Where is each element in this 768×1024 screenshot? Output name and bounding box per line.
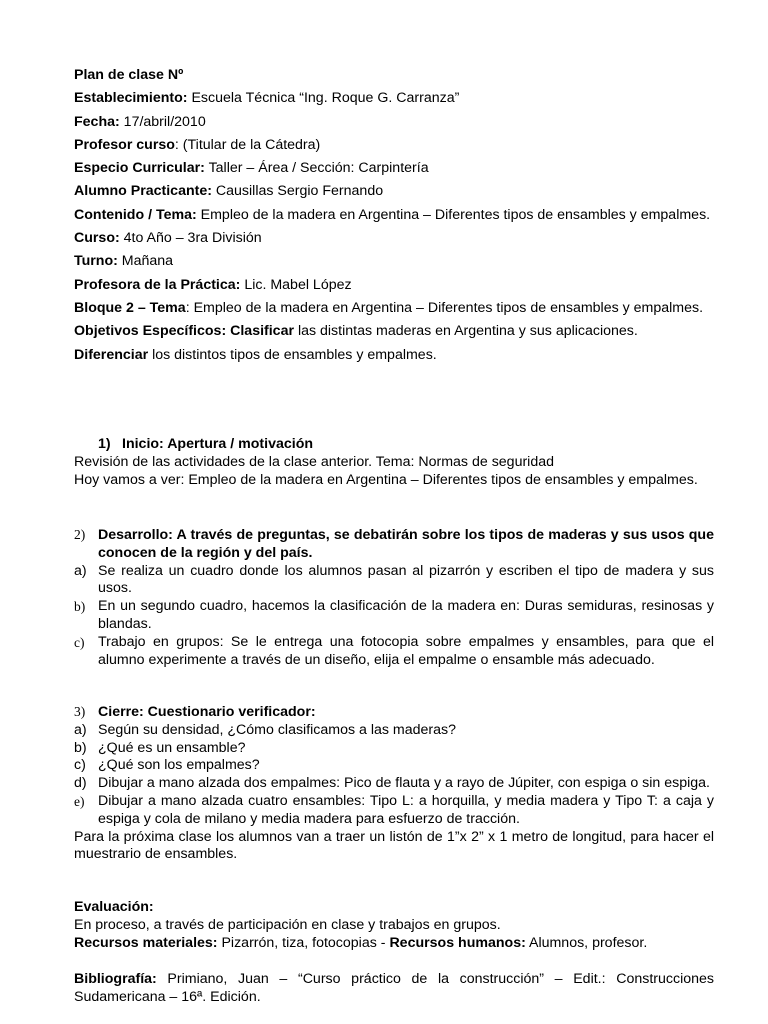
alumno-value: Causillas Sergio Fernando bbox=[211, 183, 384, 200]
inicio-title-text: Inicio: Apertura / motivación bbox=[122, 436, 314, 452]
profesora-line bbox=[74, 274, 714, 297]
list-marker: c) bbox=[74, 634, 85, 650]
bibliografia-value: Primiano, Juan – “Curso práctico de la construcción” – Edit.: Construcciones Sudamericana – 16ª. Edición. bbox=[74, 971, 714, 1005]
bloque-value: : Empleo de la madera en Argentina – Diferentes tipos de ensambles y empalmes. bbox=[185, 299, 704, 316]
establecimiento-value: Escuela Técnica “Ing. Roque G. Carranza” bbox=[187, 90, 460, 107]
establecimiento-line bbox=[74, 87, 714, 110]
list-item-text: ¿Qué son los empalmes? bbox=[98, 757, 260, 774]
curso-value: 4to Año – 3ra División bbox=[119, 230, 262, 247]
evaluacion-title: Evaluación: bbox=[74, 899, 154, 915]
evaluacion-section bbox=[74, 899, 714, 952]
profesor-line bbox=[74, 134, 714, 157]
recursos-line bbox=[74, 935, 714, 953]
turno-label: Turno: bbox=[74, 253, 118, 270]
profesor-value: : (Titular de la Cátedra) bbox=[174, 136, 321, 153]
list-marker: e) bbox=[74, 793, 85, 809]
especio-label: Especio Curricular: bbox=[74, 160, 205, 177]
diferenciar-value: los distintos tipos de ensambles y empalmes. bbox=[148, 346, 437, 363]
list-item-text: En un segundo cuadro, hacemos la clasificación de la madera en: Duras semiduras, resinosas y blandas. bbox=[98, 598, 714, 632]
lesson-header bbox=[74, 64, 714, 367]
recursos-materiales-label: Recursos materiales: bbox=[74, 934, 218, 951]
list-item bbox=[74, 793, 714, 829]
objetivos-line bbox=[74, 320, 714, 343]
recursos-humanos-label: Recursos humanos: bbox=[389, 934, 526, 951]
turno-value: Mañana bbox=[117, 253, 174, 270]
list-item-text: ¿Qué es un ensamble? bbox=[98, 739, 246, 756]
cierre-closing: Para la próxima clase los alumnos van a traer un listón de 1”x 2” x 1 metro de longitud, para hacer el muestrario de ensambles. bbox=[74, 828, 714, 863]
especio-value: Taller – Área / Sección: Carpintería bbox=[204, 160, 429, 177]
list-marker: b) bbox=[74, 739, 87, 756]
bloque-line bbox=[74, 297, 714, 320]
cierre-list bbox=[74, 722, 714, 829]
bibliografia-line bbox=[74, 971, 714, 1007]
fecha-line bbox=[74, 111, 714, 134]
objetivos-label: Objetivos Específicos: Clasificar bbox=[74, 323, 294, 340]
fecha-value: 17/abril/2010 bbox=[119, 113, 206, 130]
contenido-label: Contenido / Tema: bbox=[74, 206, 197, 223]
list-item bbox=[74, 722, 714, 740]
evaluacion-text: En proceso, a través de participación en clase y trabajos en grupos. bbox=[74, 916, 501, 933]
list-item-text: Dibujar a mano alzada dos empalmes: Pico de flauta y a rayo de Júpiter, con espiga o sin espiga. bbox=[98, 775, 710, 792]
list-item bbox=[74, 775, 714, 793]
profesor-label: Profesor curso bbox=[74, 136, 175, 153]
desarrollo-number: 2) bbox=[74, 527, 86, 542]
curso-line bbox=[74, 227, 714, 250]
fecha-label: Fecha: bbox=[74, 113, 120, 130]
plan-label: Plan de clase Nº bbox=[74, 67, 184, 83]
bloque-label: Bloque 2 – Tema bbox=[74, 299, 186, 316]
list-item bbox=[74, 563, 714, 599]
diferenciar-line bbox=[74, 344, 714, 367]
cierre-title-text: Cierre: Cuestionario verificador: bbox=[98, 704, 316, 720]
profesora-label: Profesora de la Práctica: bbox=[74, 276, 241, 293]
desarrollo-title-text: Desarrollo: A través de preguntas, se debatirán sobre los tipos de maderas y sus usos que conocen de la región y del país. bbox=[98, 527, 714, 561]
inicio-line-2: Hoy vamos a ver: Empleo de la madera en Argentina – Diferentes tipos de ensambles y empalmes. bbox=[74, 471, 698, 488]
desarrollo-list bbox=[74, 563, 714, 670]
list-item-text: Dibujar a mano alzada cuatro ensambles: Tipo L: a horquilla, y media madera y Tipo T: a caja y espiga y cola de milano y media madera para esfuerzo de tracción. bbox=[98, 792, 714, 827]
turno-line bbox=[74, 250, 714, 273]
list-item bbox=[74, 757, 714, 775]
cierre-section bbox=[74, 703, 714, 864]
recursos-humanos-value: Alumnos, profesor. bbox=[525, 934, 648, 951]
desarrollo-section bbox=[74, 526, 714, 669]
list-marker: c) bbox=[74, 757, 86, 774]
list-item-text: Se realiza un cuadro donde los alumnos pasan al pizarrón y escriben el tipo de madera y sus usos. bbox=[98, 562, 714, 597]
cierre-title bbox=[74, 703, 714, 722]
profesora-value: Lic. Mabel López bbox=[240, 276, 352, 293]
cierre-number: 3) bbox=[74, 704, 86, 719]
alumno-line bbox=[74, 180, 714, 203]
inicio-line-1: Revisión de las actividades de la clase anterior. Tema: Normas de seguridad bbox=[74, 453, 555, 470]
objetivos-value: las distintas maderas en Argentina y sus aplicaciones. bbox=[294, 323, 638, 340]
list-marker: d) bbox=[74, 775, 87, 792]
plan-line bbox=[74, 64, 714, 87]
list-item bbox=[74, 634, 714, 670]
list-item-text: Trabajo en grupos: Se le entrega una fotocopia sobre empalmes y ensambles, para que el alumno experimente a través de un diseño, elija el empalme o ensamble más adecuado. bbox=[98, 633, 714, 668]
alumno-label: Alumno Practicante: bbox=[74, 183, 212, 200]
bibliografia-label: Bibliografía: bbox=[74, 971, 157, 987]
bibliografia-section bbox=[74, 971, 714, 1007]
desarrollo-title bbox=[74, 526, 714, 563]
list-item-text: Según su densidad, ¿Cómo clasificamos a las maderas? bbox=[98, 721, 457, 738]
curso-label: Curso: bbox=[74, 230, 120, 247]
list-item bbox=[74, 598, 714, 634]
establecimiento-label: Establecimiento: bbox=[74, 90, 188, 107]
list-marker: b) bbox=[74, 599, 86, 615]
recursos-materiales-value: Pizarrón, tiza, fotocopias - bbox=[217, 934, 390, 951]
contenido-value: Empleo de la madera en Argentina – Diferentes tipos de ensambles y empalmes. bbox=[196, 206, 711, 223]
list-marker: a) bbox=[74, 562, 87, 579]
diferenciar-label: Diferenciar bbox=[74, 346, 149, 363]
especio-line bbox=[74, 157, 714, 180]
contenido-line bbox=[74, 204, 714, 227]
inicio-number: 1) bbox=[98, 436, 111, 452]
inicio-title bbox=[74, 436, 714, 454]
list-item bbox=[74, 740, 714, 758]
inicio-section bbox=[74, 436, 714, 489]
list-marker: a) bbox=[74, 721, 87, 738]
